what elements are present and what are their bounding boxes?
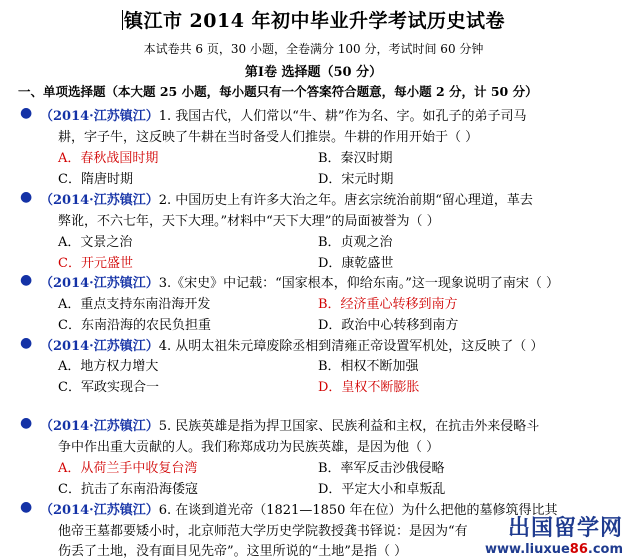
- question-source: （2014·江苏镇江）: [40, 276, 159, 291]
- bullet-icon: ●: [20, 499, 33, 515]
- watermark-url-prefix: www.liuxue: [485, 542, 570, 557]
- question-2-line-2: 弊讹，不六七年，天下大理。”材料中“天下大理”的局面被誉为（ ）: [58, 214, 440, 229]
- question-5: [20, 415, 540, 434]
- question-source: （2014·江苏镇江）: [40, 109, 159, 124]
- question-source: （2014·江苏镇江）: [40, 193, 159, 208]
- question-text: 6. 在谈到道光帝（1821—1850 年在位）为什么把他的墓修筑得比其: [158, 503, 558, 518]
- q5-option-c: C．抗击了东南沿海倭寇: [58, 482, 198, 497]
- question-6: [20, 499, 558, 518]
- question-text: 5. 民族英雄是指为捍卫国家、民族利益和主权，在抗击外来侵略斗: [158, 419, 540, 434]
- question-source: （2014·江苏镇江）: [40, 419, 159, 434]
- question-1-line-2: 耕，字子牛，这反映了牛耕在当时备受人们推崇。牛耕的作用开始于（ ）: [58, 130, 479, 145]
- question-6-line-3: 伤丢了土地，没有面目见先帝”。这里所说的“土地”是指（ ）: [58, 544, 408, 559]
- exam-title-text: 镇江市 2014 年初中毕业升学考试历史试卷: [123, 10, 506, 32]
- q1-option-a: A．春秋战国时期: [58, 151, 159, 166]
- volume-heading: 第Ⅰ卷 选择题（50 分）: [244, 65, 383, 80]
- question-3: [20, 272, 560, 291]
- exam-title: [0, 6, 627, 33]
- question-text: 4. 从明太祖朱元璋废除丞相到清雍正帝设置军机处，这反映了（ ）: [158, 339, 544, 354]
- section-heading: 一、单项选择题（本大题 25 小题，每小题只有一个答案符合题意，每小题 2 分，计 50 分）: [18, 84, 538, 99]
- q2-option-b: B．贞观之治: [318, 235, 393, 250]
- watermark-url-suffix: .com: [587, 542, 623, 557]
- bullet-icon: ●: [20, 105, 33, 121]
- q3-option-c: C．东南沿海的农民负担重: [58, 318, 211, 333]
- q1-option-d: D．宋元时期: [318, 172, 394, 187]
- watermark-url-highlight: 86: [569, 542, 588, 557]
- q2-option-a: A．文景之治: [58, 235, 133, 250]
- q5-option-a: A．从荷兰手中收复台湾: [58, 461, 198, 476]
- q4-option-d: D．皇权不断膨胀: [318, 380, 420, 395]
- q3-option-b: B．经济重心转移到南方: [318, 297, 458, 312]
- question-source: （2014·江苏镇江）: [40, 339, 159, 354]
- q1-option-b: B．秦汉时期: [318, 151, 393, 166]
- question-4: [20, 335, 544, 354]
- q4-option-a: A．地方权力增大: [58, 359, 159, 374]
- bullet-icon: ●: [20, 335, 33, 351]
- bullet-icon: ●: [20, 272, 33, 288]
- question-text: 2. 中国历史上有许多大治之年。唐玄宗统治前期“留心理道，革去: [158, 193, 533, 208]
- q3-option-a: A．重点支持东南沿海开发: [58, 297, 211, 312]
- bullet-icon: ●: [20, 415, 33, 431]
- exam-subtitle: 本试卷共 6 页，30 小题，全卷满分 100 分，考试时间 60 分钟: [143, 42, 484, 56]
- q4-option-b: B．相权不断加强: [318, 359, 419, 374]
- question-source: （2014·江苏镇江）: [40, 503, 159, 518]
- watermark-url: [485, 542, 623, 557]
- q3-option-d: D．政治中心转移到南方: [318, 318, 459, 333]
- bullet-icon: ●: [20, 189, 33, 205]
- question-6-line-2: 他帝王墓都要矮小时，北京师范大学历史学院教授龚书铎说：是因为“有: [58, 524, 468, 539]
- q4-option-c: C．军政实现合一: [58, 380, 159, 395]
- question-5-line-2: 争中作出重大贡献的人。我们称郑成功为民族英雄，是因为他（ ）: [58, 440, 440, 455]
- question-text: 3.《宋史》中记载：“国家根本，仰给东南。”这一现象说明了南宋（ ）: [158, 276, 560, 291]
- watermark-brand: 出国留学网: [507, 516, 623, 541]
- q2-option-d: D．康乾盛世: [318, 256, 394, 271]
- question-1: [20, 105, 527, 124]
- question-text: 1. 我国古代，人们常以“牛、耕”作为名、字。如孔子的弟子司马: [158, 109, 527, 124]
- q5-option-b: B．率军反击沙俄侵略: [318, 461, 445, 476]
- question-2: [20, 189, 533, 208]
- site-watermark: [485, 511, 623, 557]
- text-cursor: [122, 10, 123, 30]
- q2-option-c: C．开元盛世: [58, 256, 133, 271]
- q1-option-c: C．隋唐时期: [58, 172, 133, 187]
- q5-option-d: D．平定大小和卓叛乱: [318, 482, 446, 497]
